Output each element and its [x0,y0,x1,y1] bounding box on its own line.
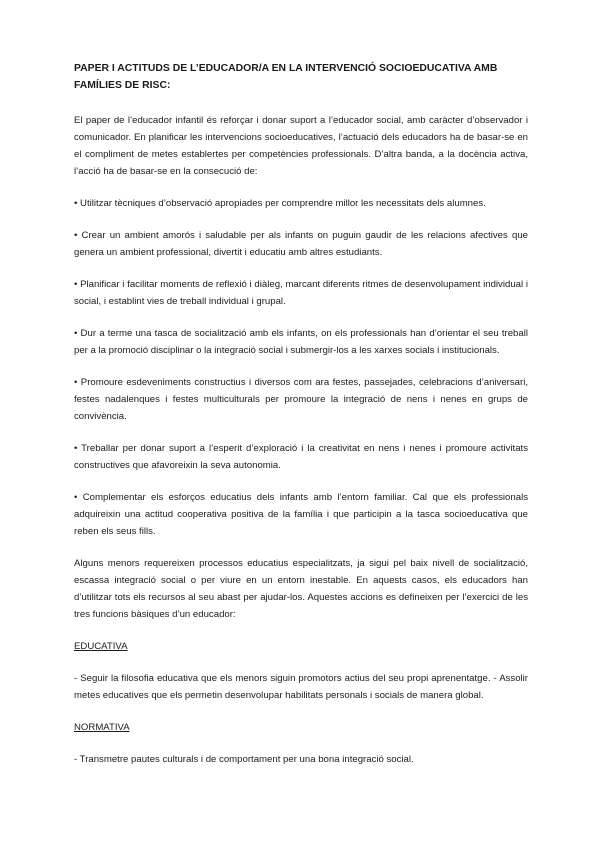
section-heading-educativa: EDUCATIVA [74,641,128,652]
functions-paragraph: Alguns menors requereixen processos educatius especialitzats, ja sigui pel baix nivell de socialització, escassa integració social o per viure en un entorn inestable. En aquests casos, els educadors han d’utilitzar tots els recursos al seu abast per ajudar-los. Aquestes accions es defineixen per l’exercici de les tres funcions bàsiques d’un educador: [74,558,528,620]
document-body [74,60,528,783]
bullet-item: • Crear un ambient amorós i saludable per als infants on puguin gaudir de les relacions afectives que genera un ambient professional, divertit i educatiu amb altres estudiants. [74,230,528,258]
bullet-item: • Complementar els esforços educatius dels infants amb l’entorn familiar. Cal que els professionals adquireixin una actitud cooperativa positiva de la família i que participin a la tasca socioeducativa que reben els seus fills. [74,492,528,537]
document-title: PAPER I ACTITUDS DE L’EDUCADOR/A EN LA INTERVENCIÓ SOCIOEDUCATIVA AMB FAMÍLIES DE RISC: [74,63,498,91]
bullet-item: • Treballar per donar suport a l’esperit d’exploració i la creativitat en nens i nenes i promoure activitats constructives que afavoreixin la seva autonomia. [74,443,528,471]
intro-paragraph: El paper de l’educador infantil és reforçar i donar suport a l’educador social, amb caràcter d’observador i comunicador. En planificar les intervencions socioeducatives, l’actuació dels educadors ha de basar-se en el compliment de metes establertes per competències professionals. D’altra banda, a la docència activa, l’acció ha de basar-se en la consecució de: [74,115,528,177]
bullet-item: • Utilitzar tècniques d’observació apropiades per comprendre millor les necessitats dels alumnes. [74,198,486,209]
section-text-normativa: - Transmetre pautes culturals i de comportament per una bona integració social. [74,754,414,765]
section-text-educativa: - Seguir la filosofia educativa que els menors siguin promotors actius del seu propi aprenentatge. - Assolir metes educatives que els permetin desenvolupar habilitats personals i socials de manera global. [74,673,528,701]
bullet-item: • Planificar i facilitar moments de reflexió i diàleg, marcant diferents ritmes de desenvolupament individual i social, i establint vies de treball individual i grupal. [74,279,528,307]
bullet-item: • Promoure esdeveniments constructius i diversos com ara festes, passejades, celebracions d’aniversari, festes nadalenques i festes multiculturals per promoure la integració de nens i nenes en grups de convivència. [74,377,528,422]
section-heading-normativa: NORMATIVA [74,722,130,733]
bullet-item: • Dur a terme una tasca de socialització amb els infants, on els professionals han d’orientar el seu treball per a la promoció disciplinar o la integració social i submergir-los a les xarxes socials i institucionals. [74,328,528,356]
